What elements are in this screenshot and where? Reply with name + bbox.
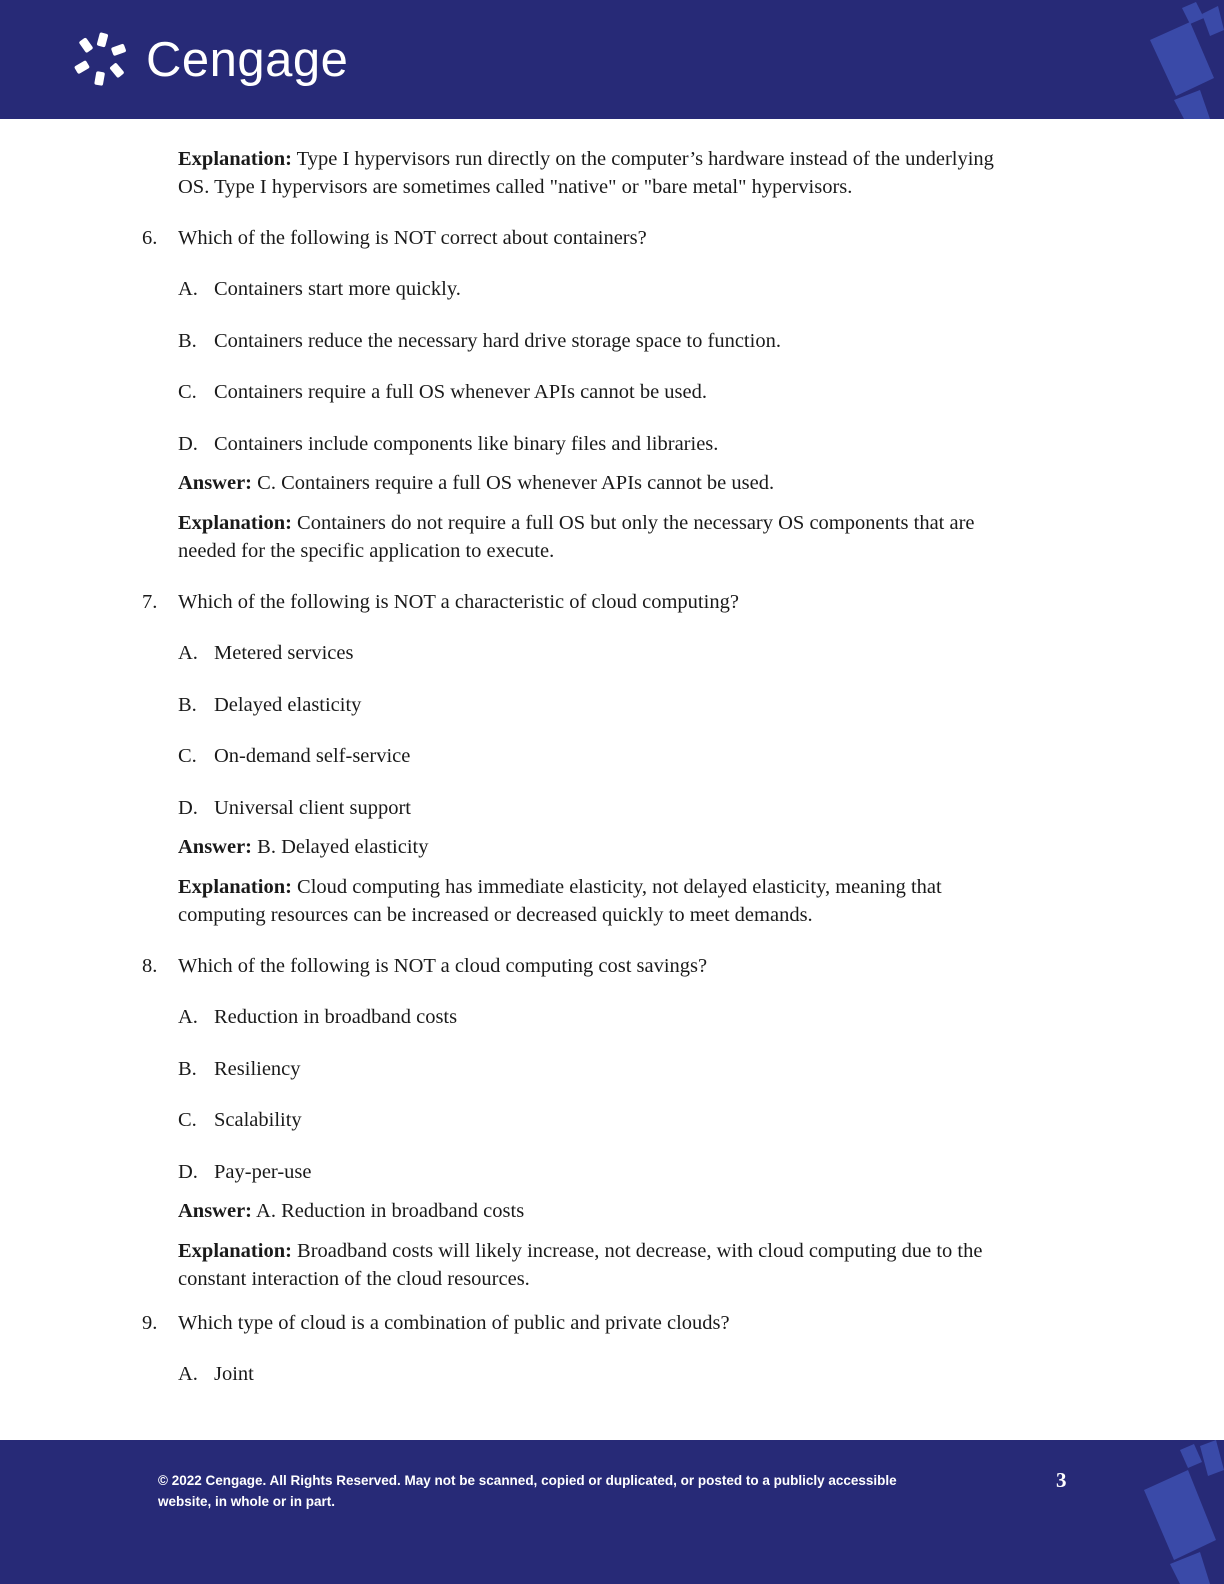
explanation-label: Explanation: <box>178 512 292 534</box>
option-text: Reduction in broadband costs <box>214 1006 458 1028</box>
option-letter: A. <box>178 1363 198 1385</box>
answer-text: B. Delayed elasticity <box>252 836 429 858</box>
option-letter: B. <box>178 694 197 716</box>
option-text: Containers include components like binary files and libraries. <box>214 433 719 455</box>
option-text: Scalability <box>214 1109 302 1131</box>
cengage-star-icon <box>74 31 132 89</box>
explanation-text: Cloud computing has immediate elasticity, not delayed elasticity, meaning that <box>291 876 942 898</box>
corner-decoration-icon <box>1130 1440 1224 1584</box>
option-text: Joint <box>214 1363 254 1385</box>
brand-name: Cengage <box>146 32 349 87</box>
explanation-label: Explanation: <box>178 148 292 170</box>
explanation-label: Explanation: <box>178 876 292 898</box>
copyright-notice <box>158 1470 938 1512</box>
explanation-text: needed for the specific application to execute. <box>178 540 555 562</box>
option-letter: C. <box>178 381 197 403</box>
question-text: Which type of cloud is a combination of public and private clouds? <box>178 1312 730 1334</box>
answer-text: C. Containers require a full OS whenever APIs cannot be used. <box>252 472 775 494</box>
option-letter: A. <box>178 642 198 664</box>
option-letter: D. <box>178 433 198 455</box>
page-header <box>0 0 1224 119</box>
answer <box>178 469 1058 497</box>
option-text: Resiliency <box>214 1058 301 1080</box>
option-letter: C. <box>178 1109 197 1131</box>
option-text: Containers reduce the necessary hard drive storage space to function. <box>214 330 781 352</box>
explanation-text: computing resources can be increased or decreased quickly to meet demands. <box>178 904 813 926</box>
option-letter: B. <box>178 330 197 352</box>
explanation <box>178 1237 1058 1293</box>
option-letter: B. <box>178 1058 197 1080</box>
answer-label: Answer: <box>178 836 253 858</box>
answer <box>178 1197 1058 1225</box>
option-letter: D. <box>178 797 198 819</box>
option-text: Metered services <box>214 642 354 664</box>
explanation-text: Containers do not require a full OS but only the necessary OS components that are <box>291 512 975 534</box>
corner-decoration-icon <box>1130 0 1224 119</box>
question-text: Which of the following is NOT a cloud computing cost savings? <box>178 955 708 977</box>
option-text: Pay-per-use <box>214 1161 312 1183</box>
explanation-text: OS. Type I hypervisors are sometimes called "native" or "bare metal" hypervisors. <box>178 176 853 198</box>
option-text: Containers start more quickly. <box>214 278 461 300</box>
question-number: 7. <box>142 591 158 613</box>
explanation-text: constant interaction of the cloud resources. <box>178 1268 530 1290</box>
copyright-line: © 2022 Cengage. All Rights Reserved. May not be scanned, copied or duplicated, or posted to a publicly accessible <box>158 1473 897 1488</box>
answer-text: A. Reduction in broadband costs <box>252 1200 525 1222</box>
option-text: Delayed elasticity <box>214 694 362 716</box>
question-number: 9. <box>142 1312 158 1334</box>
copyright-line: website, in whole or in part. <box>158 1494 336 1509</box>
page-number: 3 <box>1056 1468 1067 1492</box>
question-number: 8. <box>142 955 158 977</box>
explanation-text: Type I hypervisors run directly on the computer’s hardware instead of the underlying <box>291 148 994 170</box>
option-letter: A. <box>178 278 198 300</box>
explanation-text: Broadband costs will likely increase, not decrease, with cloud computing due to the <box>291 1240 983 1262</box>
question-text: Which of the following is NOT a characteristic of cloud computing? <box>178 591 739 613</box>
answer-label: Answer: <box>178 472 253 494</box>
question-number: 6. <box>142 227 158 249</box>
question-text: Which of the following is NOT correct about containers? <box>178 227 647 249</box>
answer-label: Answer: <box>178 1200 253 1222</box>
option-text: Universal client support <box>214 797 411 819</box>
option-text: On-demand self-service <box>214 745 411 767</box>
option-letter: D. <box>178 1161 198 1183</box>
intro-explanation <box>178 145 1058 201</box>
option-letter: C. <box>178 745 197 767</box>
explanation-label: Explanation: <box>178 1240 292 1262</box>
option-letter: A. <box>178 1006 198 1028</box>
page-footer <box>0 1440 1224 1584</box>
cengage-logo <box>74 30 348 90</box>
option-text: Containers require a full OS whenever APIs cannot be used. <box>214 381 708 403</box>
explanation <box>178 873 1058 929</box>
answer <box>178 833 1058 861</box>
explanation <box>178 509 1058 565</box>
